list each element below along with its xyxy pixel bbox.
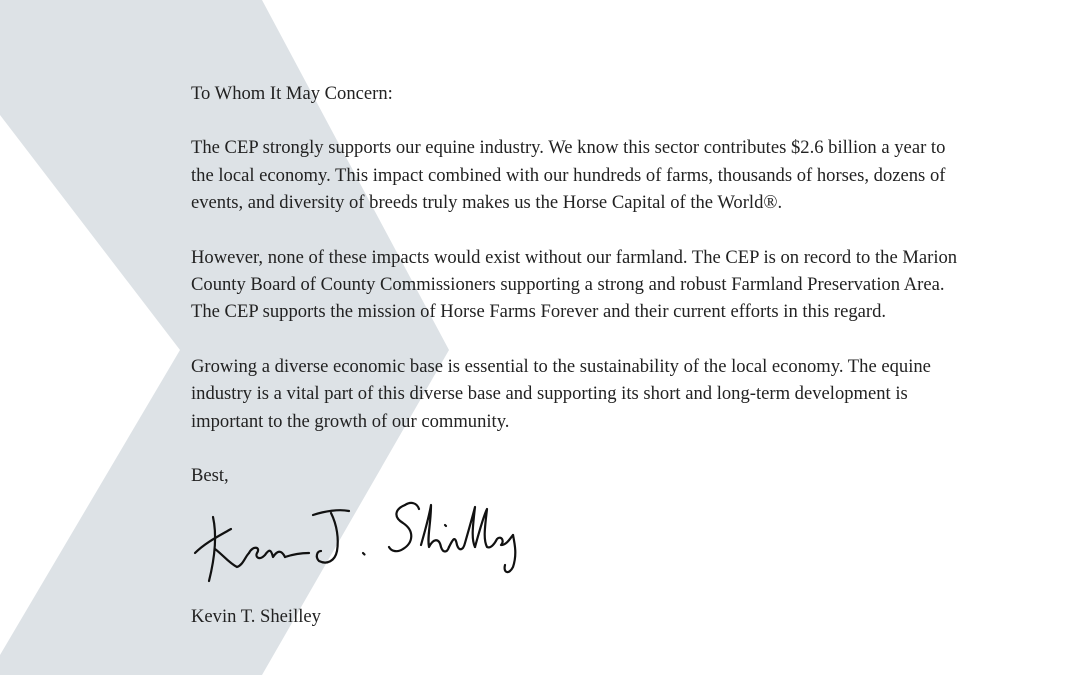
signature-stroke <box>317 513 338 563</box>
signature-stroke <box>363 553 365 555</box>
signature-stroke <box>195 529 231 553</box>
paragraph-equine-industry: The CEP strongly supports our equine industry. We know this sector contributes $2.6 billion a year to the local economy. This impact combined with our hundreds of farms, thousands of horses, dozens of events, and diversity of breeds truly makes us the Horse Capital of the World®. <box>191 137 946 214</box>
closing: Best, <box>191 465 229 487</box>
signature-stroke <box>215 549 249 567</box>
signature-stroke <box>421 505 449 552</box>
signature-stroke <box>405 503 419 509</box>
signature-stroke <box>389 505 411 551</box>
signature-stroke <box>475 509 513 547</box>
signature-stroke <box>249 548 285 558</box>
letter-body <box>191 80 961 631</box>
signature-stroke <box>449 507 475 549</box>
signature-stroke <box>445 525 446 526</box>
signer-name: Kevin T. Sheilley <box>191 606 321 628</box>
paragraph-farmland: However, none of these impacts would exist without our farmland. The CEP is on record to the Marion County Board of County Commissioners supporting a strong and robust Farmland Preservation Area. The CEP supports the mission of Horse Farms Forever and their current efforts in this regard. <box>191 246 958 323</box>
paragraph-economic-base: Growing a diverse economic base is essential to the sustainability of the local economy. The equine industry is a vital part of this diverse base and supporting its short and long-term development is important to the growth of our community. <box>191 355 931 432</box>
signature-stroke <box>285 553 309 557</box>
signature-image <box>191 495 531 585</box>
salutation: To Whom It May Concern: <box>191 83 393 104</box>
